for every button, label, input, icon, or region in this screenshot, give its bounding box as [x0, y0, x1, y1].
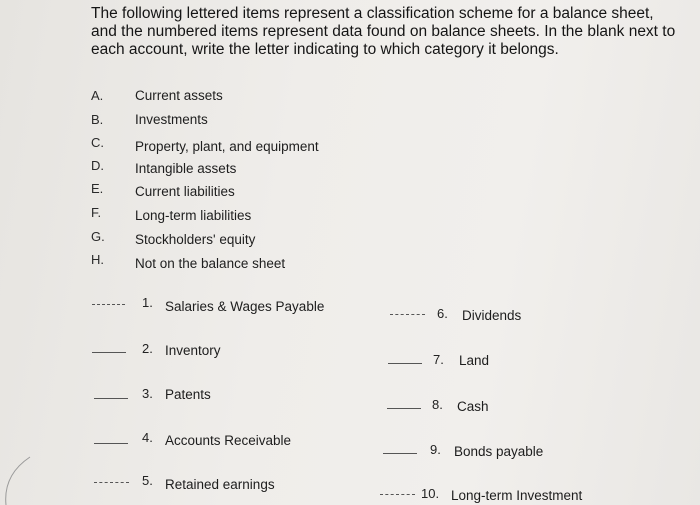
item-label-6: Dividends [462, 308, 522, 323]
item-number-6: 6. [437, 306, 448, 321]
category-letter-g: G. [91, 229, 105, 244]
category-name-e: Current liabilities [135, 184, 235, 199]
item-number-4: 4. [142, 430, 153, 445]
category-letter-c: C. [91, 135, 104, 150]
category-letter-f: F. [91, 205, 102, 220]
answer-blank-5[interactable] [94, 482, 129, 483]
category-letter-d: D. [91, 158, 104, 173]
answer-blank-9[interactable] [383, 453, 417, 454]
answer-blank-10[interactable] [380, 494, 415, 495]
answer-blank-8[interactable] [387, 408, 421, 409]
instructions-text: The following lettered items represent a classification scheme for a balance sheet, and the numbered items represent data found on balance sheets. In the blank next to each account, write the letter indicating to which category it belongs. [91, 5, 676, 58]
category-name-d: Intangible assets [135, 161, 237, 176]
item-label-3: Patents [165, 387, 211, 402]
category-name-a: Current assets [135, 88, 223, 103]
answer-blank-7[interactable] [388, 363, 422, 364]
item-number-8: 8. [432, 397, 443, 412]
category-name-h: Not on the balance sheet [135, 256, 286, 271]
item-number-5: 5. [142, 473, 153, 488]
item-label-9: Bonds payable [454, 444, 544, 459]
item-number-1: 1. [142, 295, 153, 310]
category-letter-h: H. [91, 252, 104, 267]
category-letter-e: E. [91, 181, 104, 196]
pen-curve-mark [0, 455, 40, 505]
item-number-7: 7. [433, 352, 444, 367]
item-label-5: Retained earnings [165, 477, 275, 492]
item-number-3: 3. [142, 386, 153, 401]
item-label-8: Cash [457, 399, 489, 414]
item-number-2: 2. [142, 341, 153, 356]
item-label-7: Land [459, 353, 490, 368]
answer-blank-4[interactable] [94, 443, 128, 444]
category-letter-a: A. [91, 88, 104, 103]
category-name-f: Long-term liabilities [135, 208, 252, 223]
answer-blank-1[interactable] [92, 304, 125, 305]
item-label-10: Long-term Investment [451, 488, 583, 503]
category-letter-b: B. [91, 112, 104, 127]
item-label-4: Accounts Receivable [165, 433, 292, 448]
category-name-b: Investments [135, 112, 208, 127]
item-number-9: 9. [430, 442, 441, 457]
answer-blank-3[interactable] [94, 398, 128, 399]
item-label-2: Inventory [165, 343, 221, 358]
category-name-c: Property, plant, and equipment [135, 139, 319, 154]
answer-blank-6[interactable] [390, 314, 425, 315]
item-label-1: Salaries & Wages Payable [165, 299, 325, 314]
answer-blank-2[interactable] [92, 352, 126, 353]
item-number-10: 10. [421, 486, 440, 501]
category-name-g: Stockholders' equity [135, 232, 256, 247]
